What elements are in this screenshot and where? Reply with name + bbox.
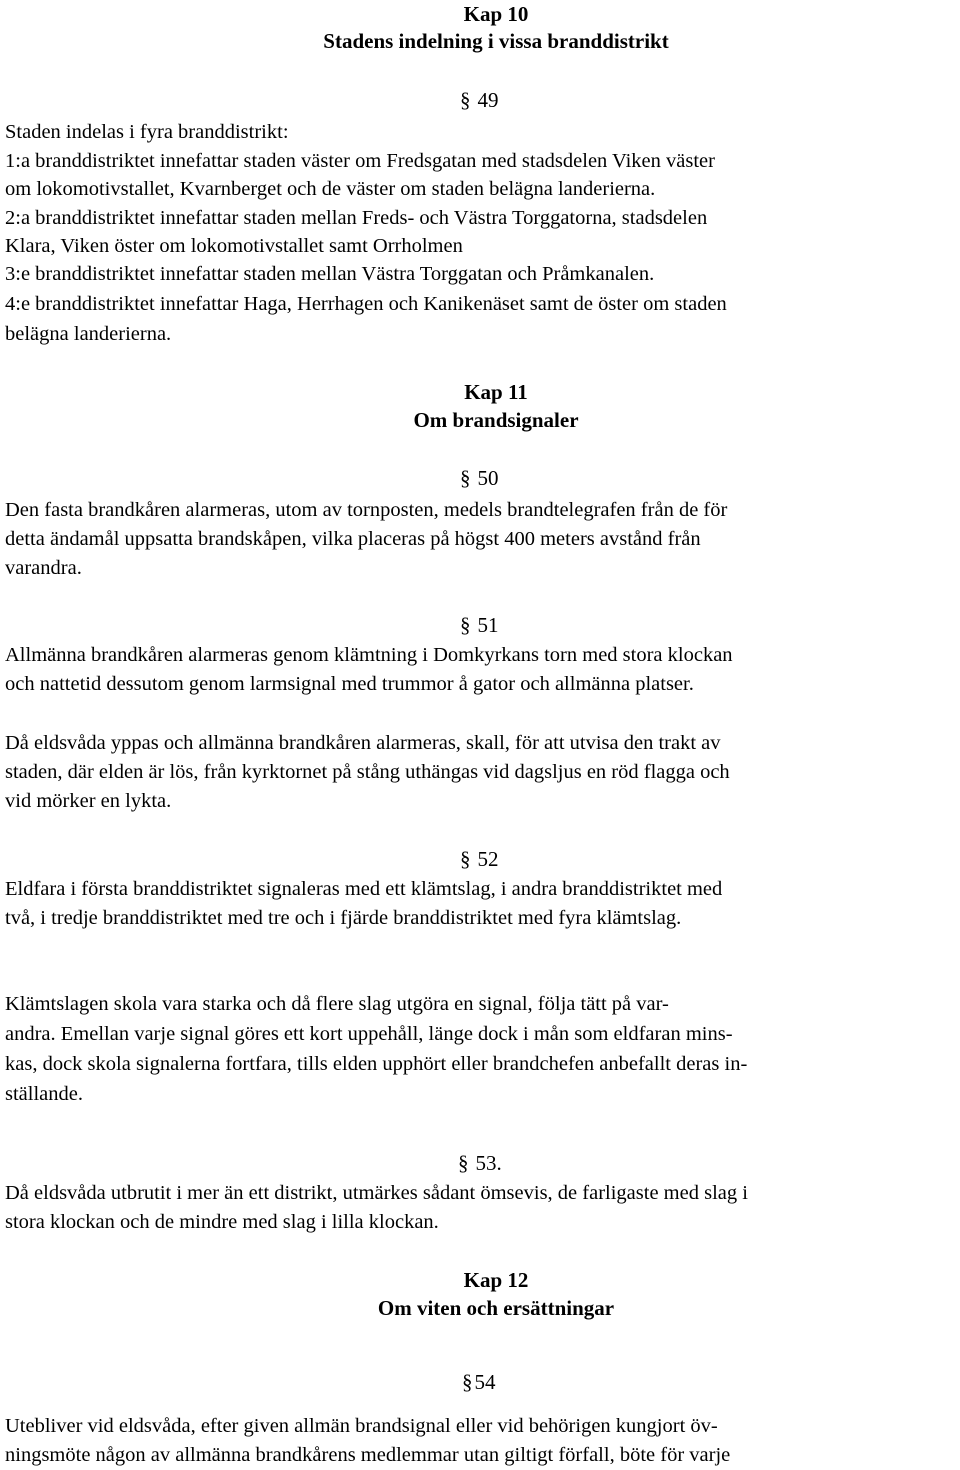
section-symbol: § (462, 1370, 473, 1394)
chapter-heading-11: Kap 11 (464, 380, 528, 404)
paragraph-line: två, i tredje branddistriktet med tre och i fjärde branddistriktet med fyra klämtslag. (5, 907, 682, 929)
paragraph-line: Klara, Viken öster om lokomotivstallet samt Orrholmen (5, 235, 463, 257)
section-51-marker (460, 611, 499, 640)
paragraph-line: Då eldsvåda utbrutit i mer än ett distrikt, utmärkes sådant ömsevis, de farligaste med slag i (5, 1182, 748, 1204)
section-number: 52 (477, 847, 499, 871)
paragraph-line: och nattetid dessutom genom larmsignal med trummor å gator och allmänna platser. (5, 673, 694, 695)
paragraph-line: stora klockan och de mindre med slag i lilla klockan. (5, 1211, 439, 1233)
chapter-title-11: Om brandsignaler (413, 408, 579, 432)
paragraph-line: andra. Emellan varje signal göres ett kort uppehåll, länge dock i mån som eldfaran mins- (5, 1023, 733, 1045)
section-symbol: § (460, 613, 471, 637)
paragraph-line: om lokomotivstallet, Kvarnberget och de väster om staden belägna landerierna. (5, 178, 656, 200)
chapter-title-10: Stadens indelning i vissa branddistrikt (323, 29, 669, 53)
paragraph-line: 1:a branddistriktet innefattar staden väster om Fredsgatan med stadsdelen Viken väster (5, 150, 715, 172)
section-number: 50 (477, 466, 499, 490)
section-number: 53. (475, 1151, 502, 1175)
paragraph-line: 4:e branddistriktet innefattar Haga, Herrhagen och Kanikenäset samt de öster om staden (5, 293, 727, 315)
section-50-marker (460, 464, 499, 493)
section-number: 51 (477, 613, 499, 637)
paragraph-line: Staden indelas i fyra branddistrikt: (5, 121, 289, 143)
section-49-marker (460, 86, 499, 115)
section-symbol: § (458, 1151, 469, 1175)
paragraph-line: Den fasta brandkåren alarmeras, utom av tornposten, medels brandtelegrafen från de för (5, 499, 728, 521)
paragraph-line: Allmänna brandkåren alarmeras genom klämtning i Domkyrkans torn med stora klockan (5, 644, 733, 666)
section-number: 49 (477, 88, 499, 112)
section-number: 54 (474, 1370, 496, 1394)
paragraph-line: Utebliver vid eldsvåda, efter given allmän brandsignal eller vid behörigen kungjort öv- (5, 1415, 718, 1437)
paragraph-line: varandra. (5, 557, 82, 579)
section-symbol: § (460, 466, 471, 490)
section-53-marker (458, 1149, 502, 1178)
chapter-heading-10: Kap 10 (463, 2, 529, 26)
paragraph-line: kas, dock skola signalerna fortfara, tills elden upphört eller brandchefen anbefallt deras in- (5, 1053, 748, 1075)
section-symbol: § (460, 88, 471, 112)
paragraph-line: detta ändamål uppsatta brandskåpen, vilka placeras på högst 400 meters avstånd från (5, 528, 701, 550)
chapter-heading-12: Kap 12 (463, 1268, 529, 1292)
paragraph-line: ställande. (5, 1083, 83, 1105)
paragraph-line: staden, där elden är lös, från kyrktornet på stång uthängas vid dagsljus en röd flagga och (5, 761, 730, 783)
paragraph-line: Eldfara i första branddistriktet signaleras med ett klämtslag, i andra branddistriktet med (5, 878, 723, 900)
paragraph-line: Klämtslagen skola vara starka och då flere slag utgöra en signal, följa tätt på var- (5, 993, 669, 1015)
paragraph-line: belägna landerierna. (5, 323, 172, 345)
paragraph-line: 3:e branddistriktet innefattar staden mellan Västra Torggatan och Pråmkanalen. (5, 263, 655, 285)
chapter-title-12: Om viten och ersättningar (377, 1296, 615, 1320)
section-54-marker (462, 1368, 496, 1397)
paragraph-line: ningsmöte någon av allmänna brandkårens medlemmar utan giltigt förfall, böte för varje (5, 1444, 731, 1466)
section-symbol: § (460, 847, 471, 871)
section-52-marker (460, 845, 499, 874)
paragraph-line: 2:a branddistriktet innefattar staden mellan Freds- och Västra Torggatorna, stadsdelen (5, 207, 708, 229)
paragraph-line: vid mörker en lykta. (5, 790, 172, 812)
paragraph-line: Då eldsvåda yppas och allmänna brandkåren alarmeras, skall, för att utvisa den trakt av (5, 732, 721, 754)
